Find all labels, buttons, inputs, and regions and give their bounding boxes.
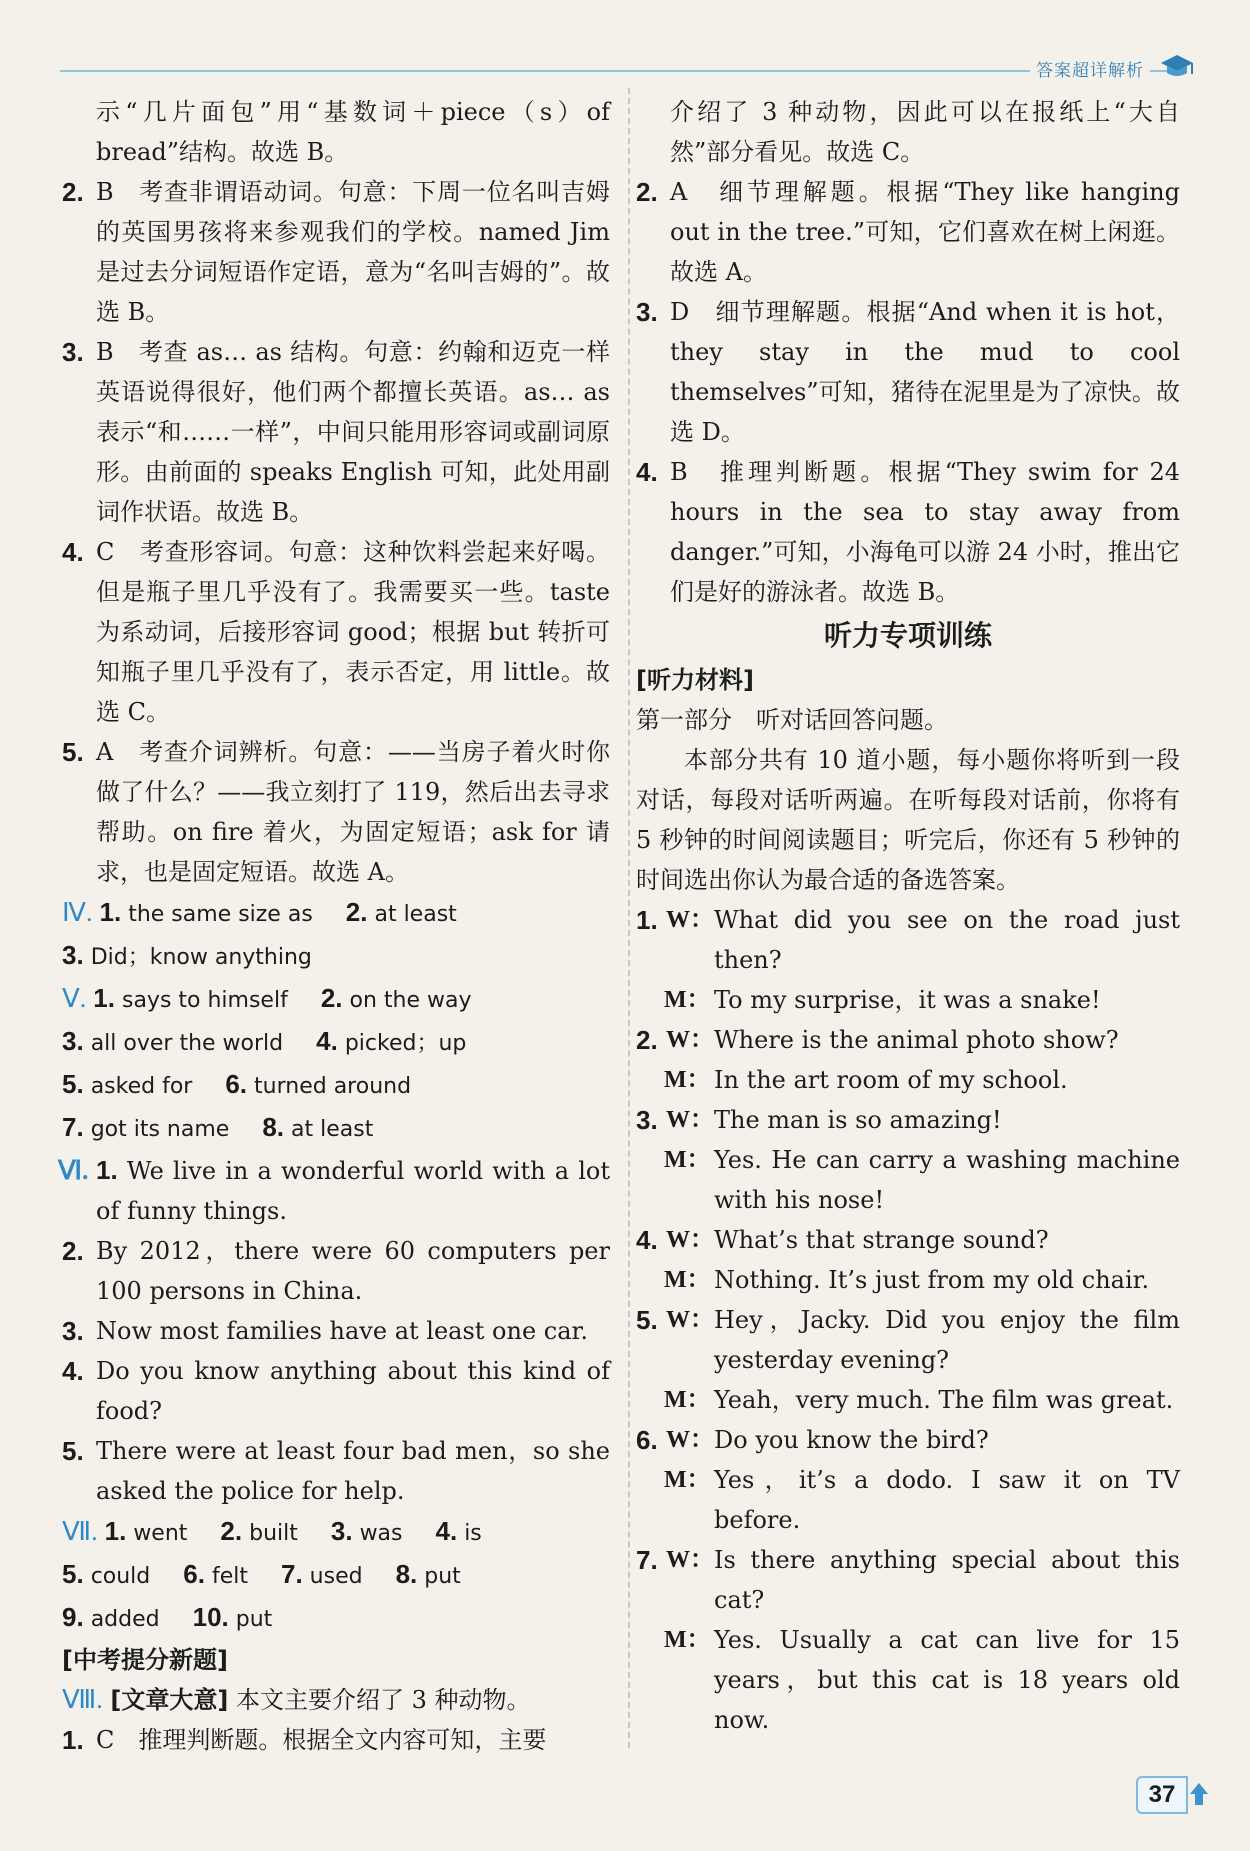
answer-text: says to himself — [121, 988, 288, 1013]
dialogue-line: Hey，Jacky. Did you enjoy the film yesterday evening? — [714, 1306, 1180, 1374]
item-text: A 细节理解题。根据“They like hanging out in the tree.”可知，它们喜欢在树上闲逛。故选 A。 — [670, 178, 1180, 286]
item-number: 8. — [395, 1559, 418, 1589]
speaker: M： — [664, 1067, 711, 1093]
item-number: 4. — [316, 1026, 338, 1056]
header-label: 答案超详解析 — [1030, 56, 1150, 81]
answer-text: at least — [291, 1117, 374, 1142]
speaker: W： — [666, 907, 714, 933]
section-6-item — [62, 1231, 610, 1311]
item-number: 5. — [62, 1559, 84, 1589]
section-6-item — [62, 1431, 610, 1511]
item-number: 3. — [330, 1516, 353, 1546]
item-number: 2. — [320, 983, 343, 1013]
dialogue — [636, 900, 1180, 1020]
dialogue-number: 4. — [636, 1225, 658, 1255]
item-number: 3. — [62, 1026, 84, 1056]
dialogue-line: Is there anything special about this cat? — [714, 1546, 1180, 1614]
dialogue-line: Nothing. It’s just from my old chair. — [714, 1266, 1150, 1294]
dialogue-line: Where is the animal photo show? — [714, 1026, 1119, 1054]
speaker: W： — [666, 1307, 714, 1333]
dialogue-number: 1. — [636, 905, 658, 935]
item-text: We live in a wonderful world with a lot of funny things. — [96, 1157, 611, 1225]
item-number: 2. — [636, 177, 658, 207]
speaker: M： — [664, 987, 711, 1013]
header-rule — [60, 70, 1170, 72]
part-1-intro: 本部分共有 10 道小题，每小题你将听到一段对话，每段对话听两遍。在听每段对话前，你将有 5 秒钟的时间阅读题目；听完后，你还有 5 秒钟的时间选出你认为最合适的备选答案。 — [636, 746, 1180, 894]
speaker: W： — [666, 1227, 714, 1253]
speaker: W： — [666, 1027, 714, 1053]
item-number: 8. — [262, 1112, 285, 1142]
answer-text: turned around — [254, 1074, 412, 1099]
dialogue-number: 5. — [636, 1305, 658, 1335]
answer-item — [636, 172, 1180, 292]
answer-text: the same size as — [128, 902, 313, 927]
answer-item — [62, 172, 610, 332]
item-number: 9. — [62, 1602, 84, 1632]
answer-text: Did；know anything — [90, 945, 312, 970]
item-number: 1. — [93, 983, 115, 1013]
answer-text: picked；up — [344, 1031, 467, 1056]
speaker: M： — [664, 1467, 711, 1493]
section-4-row — [62, 892, 610, 935]
item-number: 6. — [225, 1069, 248, 1099]
item-text: B 考查 as… as 结构。句意：约翰和迈克一样英语说得很好，他们两个都擅长英语。as… as 表示“和……一样”，中间只能用形容词或副词原形。由前面的 speaks English 可知，此处用副词作状语。故选 B。 — [96, 338, 610, 526]
dialogue-line: What’s that strange sound? — [714, 1226, 1049, 1254]
item-number: 3. — [636, 297, 658, 327]
dialogue — [636, 1020, 1180, 1100]
speaker: M： — [664, 1147, 711, 1173]
item-number: 1. — [104, 1516, 127, 1546]
answer-text: asked for — [90, 1074, 193, 1099]
dialogue-line: The man is so amazing! — [714, 1106, 1002, 1134]
dialogue-line: Do you know the bird? — [714, 1426, 989, 1454]
dialogue-number: 2. — [636, 1025, 658, 1055]
dialogue — [636, 1540, 1180, 1740]
answer-text: felt — [211, 1564, 248, 1589]
section-label: Ⅵ. — [58, 1156, 89, 1185]
item-number: 10. — [192, 1602, 229, 1632]
summary-tag: [文章大意] — [110, 1686, 229, 1714]
item-number: 4. — [435, 1516, 458, 1546]
speaker: W： — [666, 1547, 714, 1573]
answer-text: is — [464, 1521, 482, 1546]
left-column — [58, 92, 611, 1760]
answer-item — [62, 1720, 610, 1760]
dialogue-line: Yeah，very much. The film was great. — [714, 1386, 1174, 1414]
item-text: Now most families have at least one car. — [96, 1317, 589, 1345]
item-number: 4. — [62, 537, 84, 567]
item-number: 1. — [99, 897, 122, 927]
item-number: 1. — [62, 1725, 84, 1755]
item-text: B 推理判断题。根据“They swim for 24 hours in the sea to stay away from danger.”可知，小海龟可以游 24 小时，推出它们是好的游泳者。故选 B。 — [670, 458, 1180, 606]
dialogue-line: Yes. Usually a cat can live for 15 years，but this cat is 18 years old now. — [714, 1626, 1180, 1734]
section-4-row — [62, 935, 610, 978]
answer-item — [62, 332, 610, 532]
item-number: 1. — [96, 1155, 118, 1185]
dialogue-line: What did you see on the road just then? — [714, 906, 1180, 974]
section-label: Ⅶ. — [62, 1517, 98, 1546]
section-label: Ⅳ. — [62, 898, 93, 927]
item-number: 7. — [280, 1559, 303, 1589]
item-number: 6. — [183, 1559, 205, 1589]
section-7-row — [62, 1511, 610, 1554]
dialogue-line: Yes. He can carry a washing machine with his nose! — [714, 1146, 1180, 1214]
section-5-row — [62, 1107, 610, 1150]
item-text: C 推理判断题。根据全文内容可知，主要 — [96, 1726, 547, 1754]
answer-item — [62, 532, 610, 732]
section-6-item — [62, 1311, 610, 1351]
graduation-cap-icon — [1159, 52, 1195, 82]
item-text: A 考查介词辨析。句意：——当房子着火时你做了什么？——我立刻打了 119，然后出去寻求帮助。on fire 着火，为固定短语；ask for 请求，也是固定短语。故选 A。 — [96, 738, 610, 886]
answer-item — [636, 292, 1180, 452]
answer-item — [636, 452, 1180, 612]
answer-text: on the way — [349, 988, 472, 1013]
answer-text: built — [249, 1521, 298, 1546]
item-text: Do you know anything about this kind of food? — [96, 1357, 610, 1425]
section-label: Ⅴ. — [62, 984, 87, 1013]
item-number: 2. — [220, 1516, 243, 1546]
item-number: 3. — [62, 940, 84, 970]
item-number: 2. — [345, 897, 368, 927]
item-text: By 2012，there were 60 computers per 100 persons in China. — [96, 1237, 610, 1305]
answer-text: added — [90, 1607, 160, 1632]
item-number: 5. — [62, 737, 84, 767]
section-6-item — [62, 1351, 610, 1431]
answer-item — [62, 732, 610, 892]
section-8-summary — [62, 1680, 610, 1720]
page-arrow-icon — [1188, 1780, 1210, 1808]
column-divider — [628, 88, 630, 1748]
zhongkao-heading: [中考提分新题] — [62, 1646, 228, 1674]
section-5-row — [62, 1021, 610, 1064]
answer-text: used — [309, 1564, 363, 1589]
section-7-row — [62, 1554, 610, 1597]
item-number: 4. — [62, 1356, 84, 1386]
answer-text: put — [424, 1564, 461, 1589]
dialogue — [636, 1420, 1180, 1540]
dialogue-line: To my surprise，it was a snake! — [714, 986, 1101, 1014]
speaker: M： — [664, 1267, 711, 1293]
item-number: 5. — [62, 1436, 84, 1466]
item-text: B 考查非谓语动词。句意：下周一位名叫吉姆的英国男孩将来参观我们的学校。named Jim 是过去分词短语作定语，意为“名叫吉姆的”。故选 B。 — [96, 178, 610, 326]
dialogue-line: In the art room of my school. — [714, 1066, 1068, 1094]
section-7-row — [62, 1597, 610, 1640]
continued-answer: 介绍了 3 种动物，因此可以在报纸上“大自然”部分看见。故选 C。 — [670, 98, 1180, 166]
speaker: M： — [664, 1627, 711, 1653]
answer-text: went — [133, 1521, 188, 1546]
dialogue — [636, 1100, 1180, 1220]
dialogue-number: 7. — [636, 1545, 658, 1575]
item-number-group — [58, 1150, 88, 1191]
speaker: W： — [666, 1427, 714, 1453]
dialogue-line: Yes，it’s a dodo. I saw it on TV before. — [714, 1466, 1180, 1534]
item-number: 5. — [62, 1069, 84, 1099]
speaker: M： — [664, 1387, 711, 1413]
item-number: 2. — [62, 177, 84, 207]
speaker: W： — [666, 1107, 714, 1133]
item-text: C 考查形容词。句意：这种饮料尝起来好喝。但是瓶子里几乎没有了。我需要买一些。taste 为系动词，后接形容词 good；根据 but 转折可知瓶子里几乎没有了，表示否定，用 little。故选 C。 — [96, 538, 610, 726]
answer-text: at least — [374, 902, 457, 927]
section-5-row — [62, 1064, 610, 1107]
answer-text: got its name — [90, 1117, 230, 1142]
item-number: 3. — [62, 1316, 84, 1346]
item-number: 2. — [62, 1236, 84, 1266]
item-number: 4. — [636, 457, 658, 487]
dialogue — [636, 1220, 1180, 1300]
listening-title: 听力专项训练 — [823, 619, 992, 652]
item-text: D 细节理解题。根据“And when it is hot，they stay in the mud to cool themselves”可知，猪待在泥里是为了凉快。故选 D。 — [670, 298, 1180, 446]
summary-text: 本文主要介绍了 3 种动物。 — [235, 1686, 531, 1714]
dialogue — [636, 1300, 1180, 1420]
answer-text: was — [359, 1521, 403, 1546]
answer-text: could — [90, 1564, 151, 1589]
page-number: 37 — [1136, 1776, 1188, 1814]
item-number: 3. — [62, 337, 84, 367]
section-6-item — [58, 1150, 611, 1231]
materials-tag: [听力材料] — [636, 666, 754, 694]
answer-text: all over the world — [90, 1031, 284, 1056]
right-column — [636, 92, 1180, 1740]
answer-text: put — [235, 1607, 273, 1632]
continued-answer: 示“几片面包”用“基数词＋piece（s）of bread”结构。故选 B。 — [96, 98, 610, 166]
dialogue-number: 6. — [636, 1425, 658, 1455]
section-label: Ⅷ. — [62, 1685, 103, 1714]
part-1-heading: 第一部分 听对话回答问题。 — [636, 706, 948, 734]
item-text: There were at least four bad men，so she asked the police for help. — [96, 1437, 610, 1505]
item-number: 7. — [62, 1112, 84, 1142]
section-5-row — [62, 978, 610, 1021]
dialogue-number: 3. — [636, 1105, 658, 1135]
